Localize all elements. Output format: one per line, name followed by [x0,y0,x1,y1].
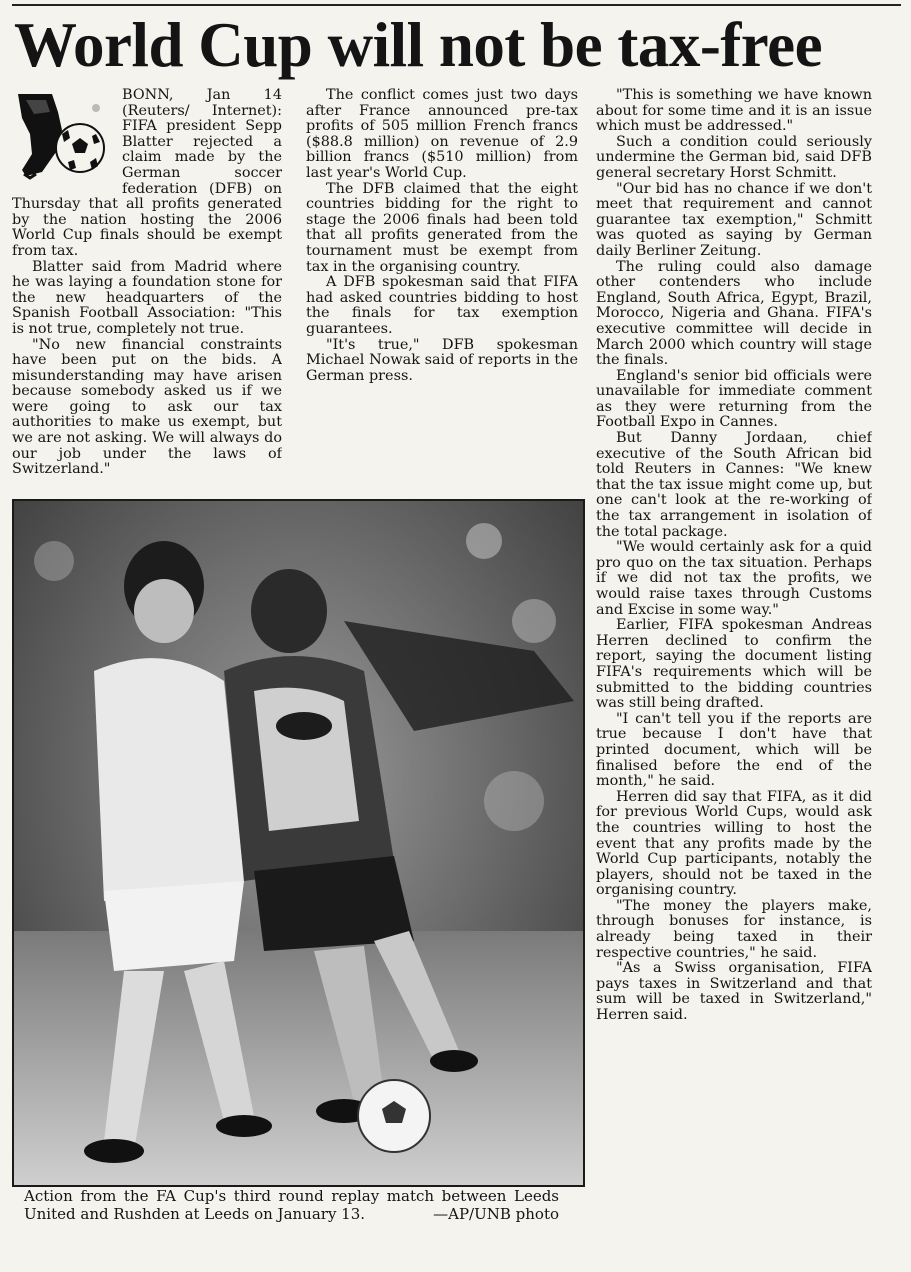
paragraph-8: "This is something we have known about for some time and it is an issue which must be addressed." [596,88,872,135]
paragraph-15: Earlier, FIFA spokesman Andreas Herren declined to confirm the report, saying the document listing FIFA's requirements which will be submitted to the bidding countries was still being drafted. [596,617,872,712]
paragraph-16: "I can't tell you if the reports are true because I don't have that printed document, which will be finalised before the end of the month," he said. [596,710,872,790]
soccer-boot-ball-icon [12,90,110,182]
top-rule [12,4,901,6]
paragraph-10: "Our bid has no chance if we don't meet that requirement and cannot guarantee tax exemption," Schmitt was quoted as saying by German daily Berliner Zeitung. [596,180,872,259]
paragraph-3: "No new financial constraints have been put on the bids. A misunderstanding may have arisen because somebody asked us if we were going to ask our tax authorities to make us exempt, but we are not asking. We will always do our job under the laws of Switzerland." [12,336,282,478]
caption-text: Action from the FA Cup's third round replay match between Leeds United and Rushden at Leeds on January 13. [24,1187,559,1223]
paragraph-5: The DFB claimed that the eight countries bidding for the right to stage the 2006 finals had been told that all profits generated from the tournament must be exempt from tax in the organising country. [306,180,578,275]
article-column-3 [596,88,872,1263]
paragraph-2: Blatter said from Madrid where he was laying a foundation stone for the new headquarters of the Spanish Football Association: "This is not true, completely not true. [12,258,282,337]
paragraph-18: "The money the players make, through bonuses for instance, is already being taxed in their respective countries," he said. [596,897,872,961]
paragraph-4: The conflict comes just two days after France announced pre-tax profits of 505 million French francs ($88.8 million) on revenue of 2.9 billion francs ($510 million) from last year's World Cup. [306,88,578,181]
photo-caption [24,1188,559,1223]
headline: World Cup will not be tax-free [14,10,823,80]
football-action-photo [12,499,585,1187]
paragraph-7: "It's true," DFB spokesman Michael Nowak said of reports in the German press. [306,336,578,384]
paragraph-19: "As a Swiss organisation, FIFA pays taxes in Switzerland and that sum will be taxed in Switzerland," Herren said. [596,960,872,1024]
paragraph-9: Such a condition could seriously undermine the German bid, said DFB general secretary Horst Schmitt. [596,133,872,181]
paragraph-6: A DFB spokesman said that FIFA had asked countries bidding to host the finals for tax exemption guarantees. [306,274,578,337]
paragraph-17: Herren did say that FIFA, as it did for previous World Cups, would ask the countries willing to host the event that any profits made by the World Cup participants, notably the players, should not be taxed in the organising country. [596,788,872,899]
paragraph-11: The ruling could also damage other contenders who include England, South Africa, Egypt, Brazil, Morocco, Nigeria and Ghana. FIFA's executive committee will decide in March 2000 which country will stage the finals. [596,258,872,369]
paragraph-13: But Danny Jordaan, chief executive of the South African bid told Reuters in Cannes: "We knew that the tax issue might come up, but one can't look at the re-working of the tax arrangement in isolation of the total package. [596,430,872,540]
article-column-2 [306,88,578,492]
dateline: BONN, Jan 14 (Reuters/ Internet): [122,88,282,119]
paragraph-14: "We would certainly ask for a quid pro quo on the tax situation. Perhaps if we did not tax the profits, we would raise taxes through Customs and Excise in some way." [596,539,872,618]
photo-credit: —AP/UNB photo [433,1204,559,1223]
paragraph-1: FIFA president Sepp Blatter rejected a claim made by the German soccer federation (DFB) on Thursday that all profits generated by the nation hosting the 2006 World Cup finals should be exempt from tax. [12,118,282,259]
article-column-1 [12,88,282,492]
paragraph-12: England's senior bid officials were unavailable for immediate comment as they were returning from the Football Expo in Cannes. [596,367,872,431]
